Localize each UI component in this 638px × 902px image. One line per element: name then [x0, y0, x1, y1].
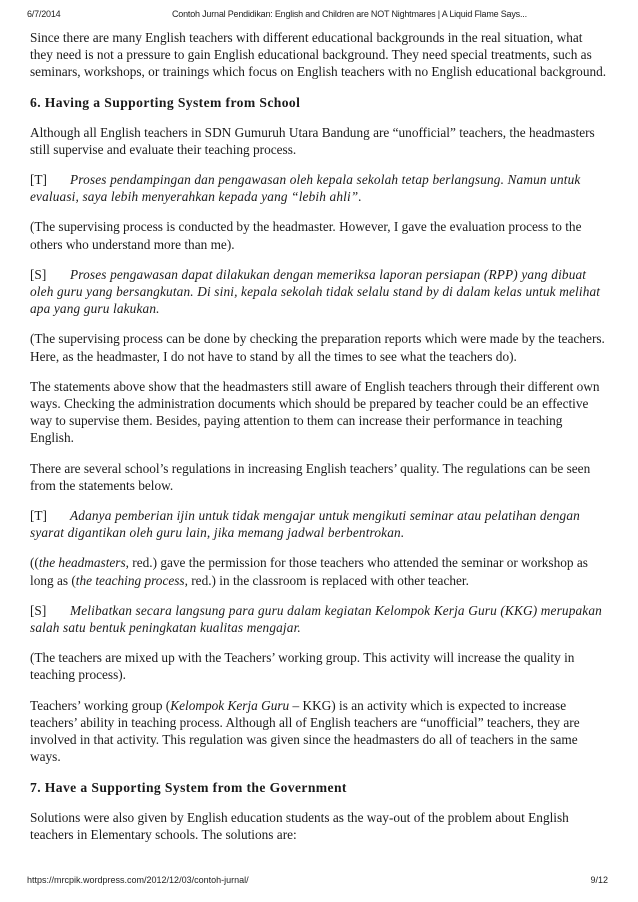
translation-paragraph: (The supervising process is conducted by the headmaster. However, I gave the evaluation process to the others who understand more than me).	[30, 219, 582, 252]
page-number: 9/12	[590, 875, 608, 885]
text-run: – KKG) is an activity which is expected to increase teachers’ ability in teaching process. Although all of English teachers are “unofficial” teachers, they are involved in that activity. This regulation was given since the headmasters do all of teachers in the same ways.	[30, 697, 580, 765]
interview-quote	[30, 602, 608, 636]
interview-quote	[30, 507, 608, 541]
section-heading-7: 7. Have a Supporting System from the Government	[30, 779, 347, 795]
print-footer	[0, 874, 638, 894]
interview-quote	[30, 171, 608, 205]
article-body	[30, 29, 608, 855]
speaker-tag: [T]	[30, 172, 47, 188]
paragraph: Since there are many English teachers with different educational backgrounds in the real situation, what they need is not a pressure to gain English educational background. They need special treatments, such as seminars, workshops, or trainings which focus on English teachers with no English educational background.	[30, 30, 607, 80]
paragraph: Solutions were also given by English education students as the way-out of the problem about English teachers in Elementary schools. The solutions are:	[30, 809, 569, 842]
paragraph: There are several school’s regulations in increasing English teachers’ quality. The regulations can be seen from the statements below.	[30, 460, 591, 493]
text-run: , red.) gave the permission for those teachers who attended the seminar or workshop as long as (	[30, 555, 588, 588]
quote-text: Adanya pemberian ijin untuk tidak mengajar untuk mengikuti seminar atau pelatihan dengan syarat digantikan oleh guru lain, jika memang jadwal berbentrokan.	[30, 508, 580, 541]
translation-paragraph: (The teachers are mixed up with the Teachers’ working group. This activity will increase the quality in teaching process).	[30, 650, 575, 683]
page-url: https://mrcpik.wordpress.com/2012/12/03/contoh-jurnal/	[27, 875, 249, 885]
translation-paragraph: (The supervising process can be done by checking the preparation reports which were made by the teachers. Here, as the headmaster, I do not have to stand by all the times to see what the teachers do).	[30, 331, 605, 364]
text-run: Teachers’ working group (	[30, 697, 171, 713]
speaker-tag: [S]	[30, 602, 47, 618]
interview-quote	[30, 266, 608, 318]
quote-text: Proses pengawasan dapat dilakukan dengan memeriksa laporan persiapan (RPP) yang dibuat oleh guru yang bersangkutan. Di sini, kepala sekolah tidak selalu stand by di dalam kelas untuk melihat apa yang guru lakukan.	[30, 266, 601, 317]
paragraph: The statements above show that the headmasters still aware of English teachers through their different own ways. Checking the administration documents which should be prepared by teacher could be an effective way to supervise them. Besides, paying attention to them can increase their performance in teaching English.	[30, 378, 600, 446]
quote-text: Melibatkan secara langsung para guru dalam kegiatan Kelompok Kerja Guru (KKG) merupakan salah satu bentuk peningkatan kualitas mengajar.	[30, 602, 602, 636]
text-run: , red.) in the classroom is replaced with other teacher.	[184, 572, 469, 588]
print-header	[0, 0, 638, 22]
paragraph: Although all English teachers in SDN Gumuruh Utara Bandung are “unofficial” teachers, the headmasters still supervise and evaluate their teaching process.	[30, 124, 595, 157]
speaker-tag: [S]	[30, 266, 47, 282]
text-run: ((	[30, 555, 39, 571]
italic-run: Kelompok Kerja Guru	[170, 697, 290, 713]
print-date: 6/7/2014	[27, 9, 61, 19]
translation-paragraph	[30, 554, 608, 588]
italic-run: the teaching process	[75, 572, 185, 588]
section-heading-6: 6. Having a Supporting System from School	[30, 94, 301, 110]
quote-text: Proses pendampingan dan pengawasan oleh kepala sekolah tetap berlangsung. Namun untuk evaluasi, saya lebih menyerahkan kepada yang “lebih ahli”.	[30, 172, 581, 205]
italic-run: the headmasters	[38, 555, 126, 571]
speaker-tag: [T]	[30, 508, 47, 524]
print-page-title: Contoh Jurnal Pendidikan: English and Children are NOT Nightmares | A Liquid Flame Says...	[172, 9, 527, 19]
paragraph	[30, 697, 608, 766]
